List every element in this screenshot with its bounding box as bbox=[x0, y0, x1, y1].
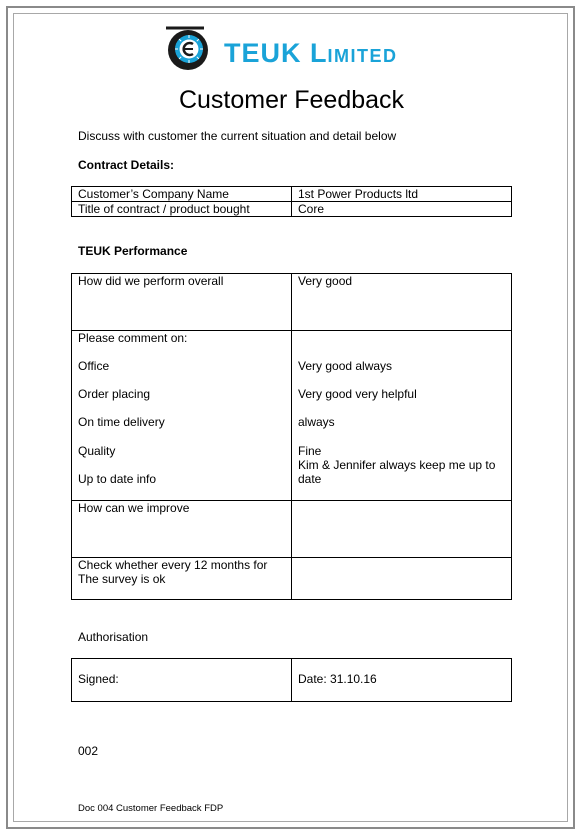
table-row bbox=[72, 331, 512, 501]
table-row bbox=[72, 187, 512, 202]
document-footer: Doc 004 Customer Feedback FDP bbox=[78, 803, 224, 814]
improve-question: How can we improve bbox=[78, 501, 190, 515]
reference-number: 002 bbox=[78, 744, 99, 758]
logo-word-teuk: TEUK bbox=[224, 38, 302, 68]
contract-details-table bbox=[71, 186, 512, 217]
contract-details-heading: Contract Details: bbox=[78, 158, 175, 172]
item-up-to-date-info-answer: Kim & Jennifer always keep me up to date bbox=[298, 458, 496, 486]
overall-answer: Very good bbox=[298, 274, 353, 288]
item-office-answer: Very good always bbox=[298, 359, 393, 373]
item-on-time-delivery-label: On time delivery bbox=[78, 415, 165, 429]
item-on-time-delivery-answer: always bbox=[298, 415, 335, 429]
comment-label: Please comment on: bbox=[78, 331, 188, 345]
contract-label-title: Title of contract / product bought bbox=[78, 202, 250, 216]
table-row bbox=[72, 202, 512, 217]
logo-word-limited-initial: L bbox=[309, 38, 328, 68]
item-order-placing-answer: Very good very helpful bbox=[298, 387, 417, 401]
contract-label-company: Customer’s Company Name bbox=[78, 187, 229, 201]
table-row bbox=[72, 659, 512, 702]
overall-question: How did we perform overall bbox=[78, 274, 224, 288]
table-row bbox=[72, 558, 512, 600]
intro-text: Discuss with customer the current situation and detail below bbox=[78, 129, 397, 143]
logo-wordmark bbox=[224, 38, 397, 69]
logo-word-limited-rest: IMITED bbox=[327, 46, 398, 66]
contract-value-title: Core bbox=[298, 202, 325, 216]
table-row bbox=[72, 274, 512, 331]
performance-table bbox=[71, 273, 512, 600]
authorisation-heading: Authorisation bbox=[78, 630, 149, 644]
performance-heading: TEUK Performance bbox=[78, 244, 188, 258]
contract-value-company: 1st Power Products ltd bbox=[298, 187, 419, 201]
company-logo bbox=[164, 24, 414, 74]
item-office-label: Office bbox=[78, 359, 110, 373]
check-question: Check whether every 12 months for The survey is ok bbox=[78, 558, 268, 586]
table-row bbox=[72, 501, 512, 558]
signed-label: Signed: bbox=[78, 672, 119, 686]
item-quality-answer: Fine bbox=[298, 444, 322, 458]
item-up-to-date-info-label: Up to date info bbox=[78, 472, 157, 486]
page-title: Customer Feedback bbox=[178, 86, 405, 114]
item-order-placing-label: Order placing bbox=[78, 387, 151, 401]
date-value: Date: 31.10.16 bbox=[298, 672, 377, 686]
authorisation-table bbox=[71, 658, 512, 702]
item-quality-label: Quality bbox=[78, 444, 116, 458]
teuk-logo-emblem-icon bbox=[164, 24, 220, 74]
